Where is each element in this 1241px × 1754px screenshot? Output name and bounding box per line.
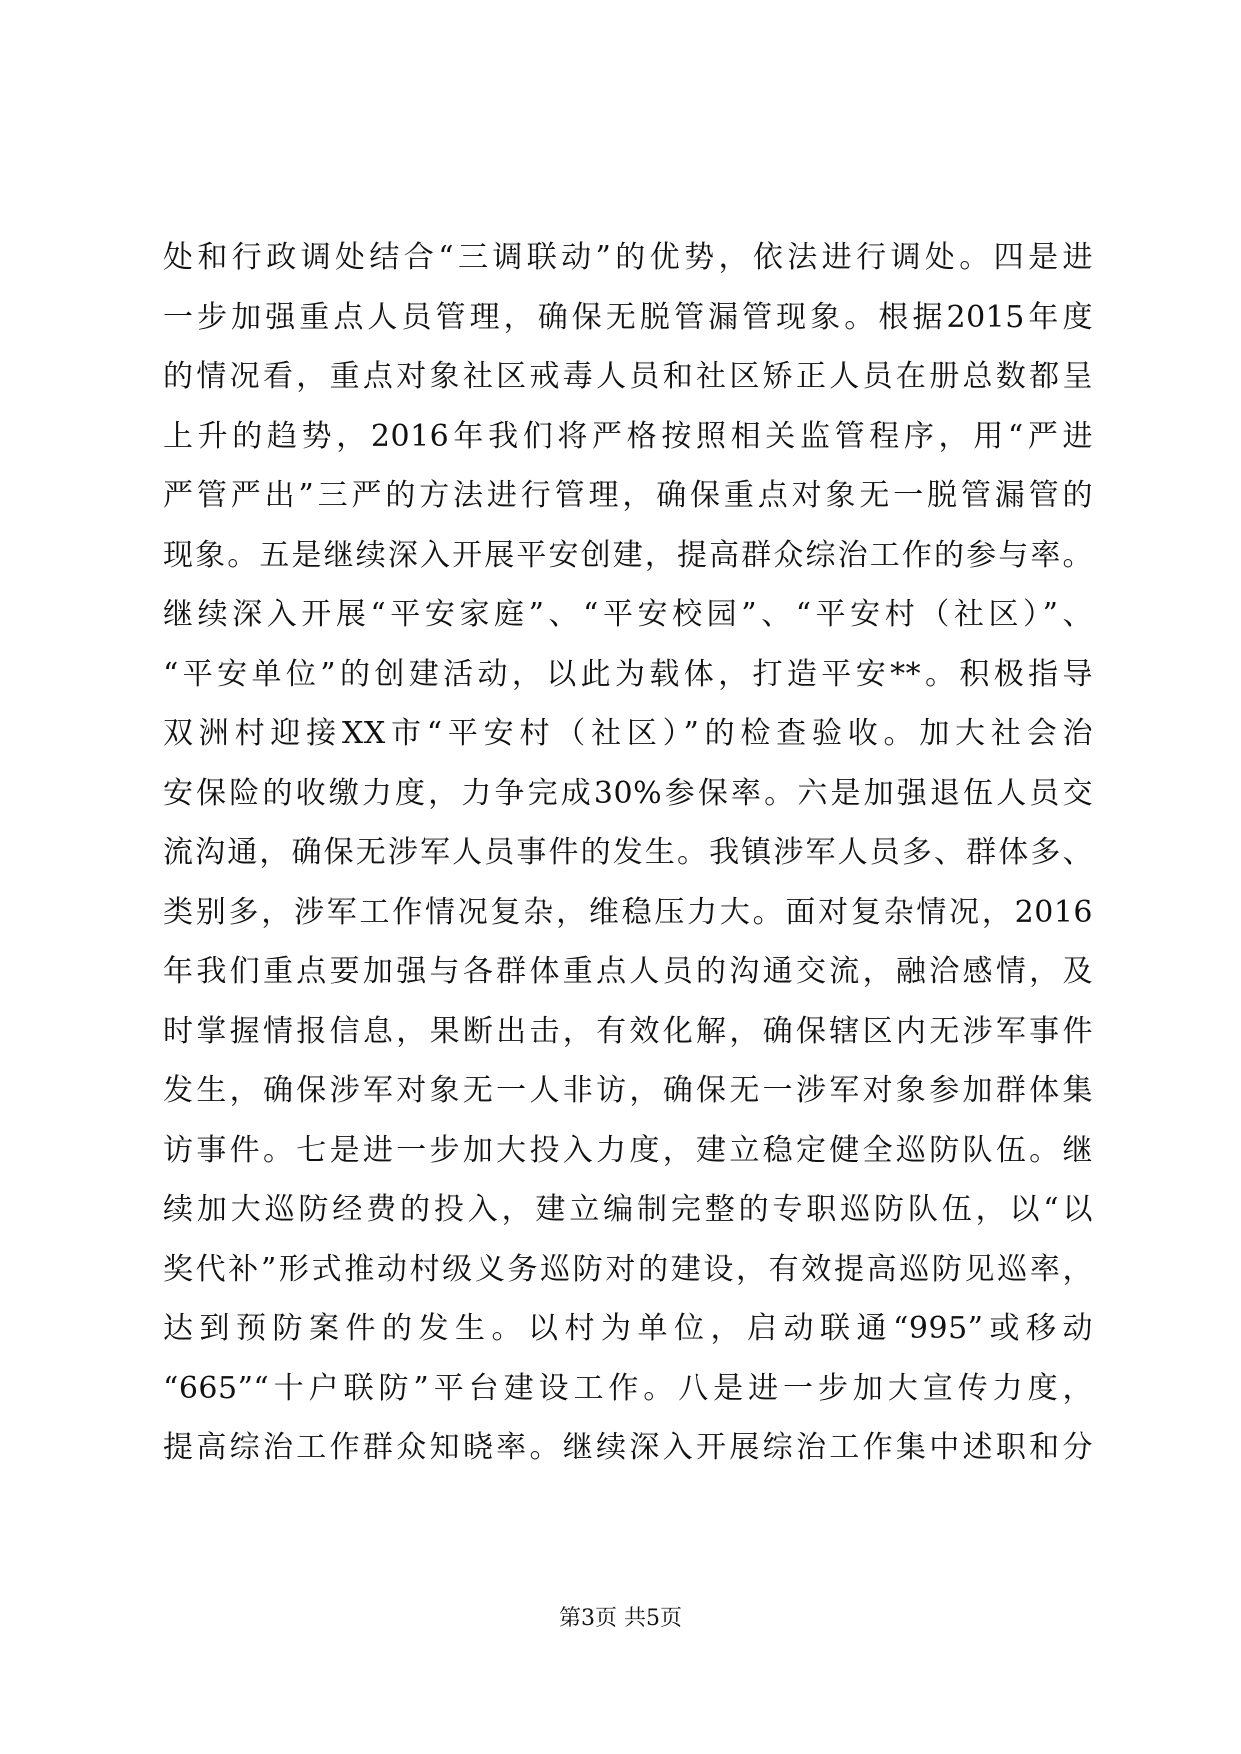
- text-line-14: 时掌握情报信息，果断出击，有效化解，确保辖区内无涉军事件: [163, 1013, 1093, 1049]
- text-line-20: “665”“十户联防”平台建设工作。八是进一步加大宣传力度，: [163, 1370, 1093, 1406]
- text-line-3: 的情况看，重点对象社区戒毒人员和社区矫正人员在册总数都呈: [163, 359, 1093, 394]
- text-line-12: 类别多，涉军工作情况复杂，维稳压力大。面对复杂情况，2016: [163, 894, 1093, 930]
- text-line-1: 处和行政调处结合“三调联动”的优势，依法进行调处。四是进: [163, 240, 1093, 275]
- text-line-19: 达到预防案件的发生。以村为单位，启动联通“995”或移动: [163, 1311, 1093, 1346]
- body-text: [163, 228, 1093, 1478]
- text-line-16: 访事件。七是进一步加大投入力度，建立稳定健全巡防队伍。继: [163, 1132, 1093, 1168]
- text-line-6: 现象。五是继续深入开展平安创建，提高群众综治工作的参与率。: [163, 537, 1093, 573]
- text-line-18: 奖代补”形式推动村级义务巡防对的建设，有效提高巡防见巡率，: [163, 1251, 1093, 1287]
- text-line-13: 年我们重点要加强与各群体重点人员的沟通交流，融洽感情，及: [163, 954, 1093, 989]
- text-line-7: 继续深入开展“平安家庭”、“平安校园”、“平安村（社区）”、: [163, 597, 1093, 632]
- text-line-8: “平安单位”的创建活动，以此为载体，打造平安**。积极指导: [163, 656, 1093, 692]
- page-footer: 第3页 共5页: [559, 1606, 682, 1631]
- text-line-9: 双洲村迎接XX市“平安村（社区）”的检查验收。加大社会治: [163, 716, 1093, 751]
- text-line-10: 安保险的收缴力度，力争完成30%参保率。六是加强退伍人员交: [163, 775, 1093, 811]
- text-line-15: 发生，确保涉军对象无一人非访，确保无一涉军对象参加群体集: [163, 1073, 1093, 1108]
- text-line-5: 严管严出”三严的方法进行管理，确保重点对象无一脱管漏管的: [163, 478, 1093, 513]
- text-line-21: 提高综治工作群众知晓率。继续深入开展综治工作集中述职和分: [163, 1430, 1093, 1465]
- text-line-17: 续加大巡防经费的投入，建立编制完整的专职巡防队伍，以“以: [163, 1192, 1093, 1227]
- text-line-4: 上升的趋势，2016年我们将严格按照相关监管程序，用“严进: [163, 418, 1093, 454]
- text-line-2: 一步加强重点人员管理，确保无脱管漏管现象。根据2015年度: [163, 299, 1093, 335]
- text-line-11: 流沟通，确保无涉军人员事件的发生。我镇涉军人员多、群体多、: [163, 835, 1093, 870]
